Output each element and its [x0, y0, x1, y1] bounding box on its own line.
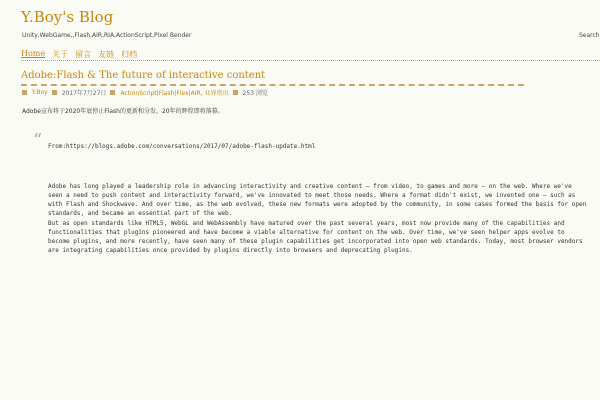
quote-mark-icon: “ — [33, 130, 43, 151]
post-categories[interactable]: ActionScript|Flash|Flex|AIR, 业界资讯 — [120, 90, 229, 97]
calendar-icon — [52, 90, 57, 95]
search-label[interactable]: Search — [579, 32, 600, 39]
post-title[interactable]: Adobe:Flash & The future of interactive content — [21, 70, 266, 81]
nav-item-archive[interactable]: 归档 — [121, 50, 138, 59]
folder-icon — [110, 90, 115, 95]
author-icon — [22, 90, 27, 95]
nav-divider — [21, 60, 600, 61]
post-date: 2017年7月27日 — [61, 90, 107, 97]
post-views: 253 浏览 — [242, 90, 268, 97]
site-description: Unity,WebGame,,Flash,AIR,RIA,ActionScript,Pixel Bender — [22, 32, 192, 39]
nav-item-home[interactable]: Home — [21, 49, 46, 58]
eye-icon — [233, 90, 238, 95]
quote-source[interactable]: From:https://blogs.adobe.com/conversations/2017/07/adobe-flash-update.html — [48, 143, 316, 150]
post-summary: Adobe宣布将于2020年底停止Flash的更新和分发，20年的辉煌即将落幕。 — [22, 108, 224, 115]
nav-item-guestbook[interactable]: 留言 — [75, 50, 92, 59]
title-divider — [21, 84, 524, 86]
nav-item-links[interactable]: 友链 — [98, 50, 115, 59]
article-paragraph: Adobe has long played a leadership role in advancing interactivity and creative content – from video, to games and more – on the web. Where we've seen a need to push content and interactivity forward, we've innovated to meet those needs. Where a format didn't exist, we invented one – such as with Flash and Shockwave. And over time, as the web evolved, these new formats were adopted by the community, in some cases formed the basis for open standards, and became an essential part of the web. — [48, 183, 587, 217]
post-author[interactable]: Y.Boy — [32, 89, 48, 96]
article-paragraph: But as open standards like HTML5, WebGL and WebAssembly have matured over the past several years, most now provide many of the capabilities and functionalities that plugins pioneered and have become a viable alternative for content on the web. Over time, we've seen helper apps evolve to become plugins, and more recently, have seen many of these plugin capabilities get incorporated into open web standards. Today, most browser vendors are integrating capabilities once provided by plugins directly into browsers and deprecating plugins. — [48, 220, 583, 254]
nav-item-about[interactable]: 关于 — [52, 50, 69, 59]
post-meta — [22, 88, 268, 97]
main-nav — [21, 49, 137, 60]
site-title[interactable]: Y.Boy's Blog — [21, 8, 114, 26]
